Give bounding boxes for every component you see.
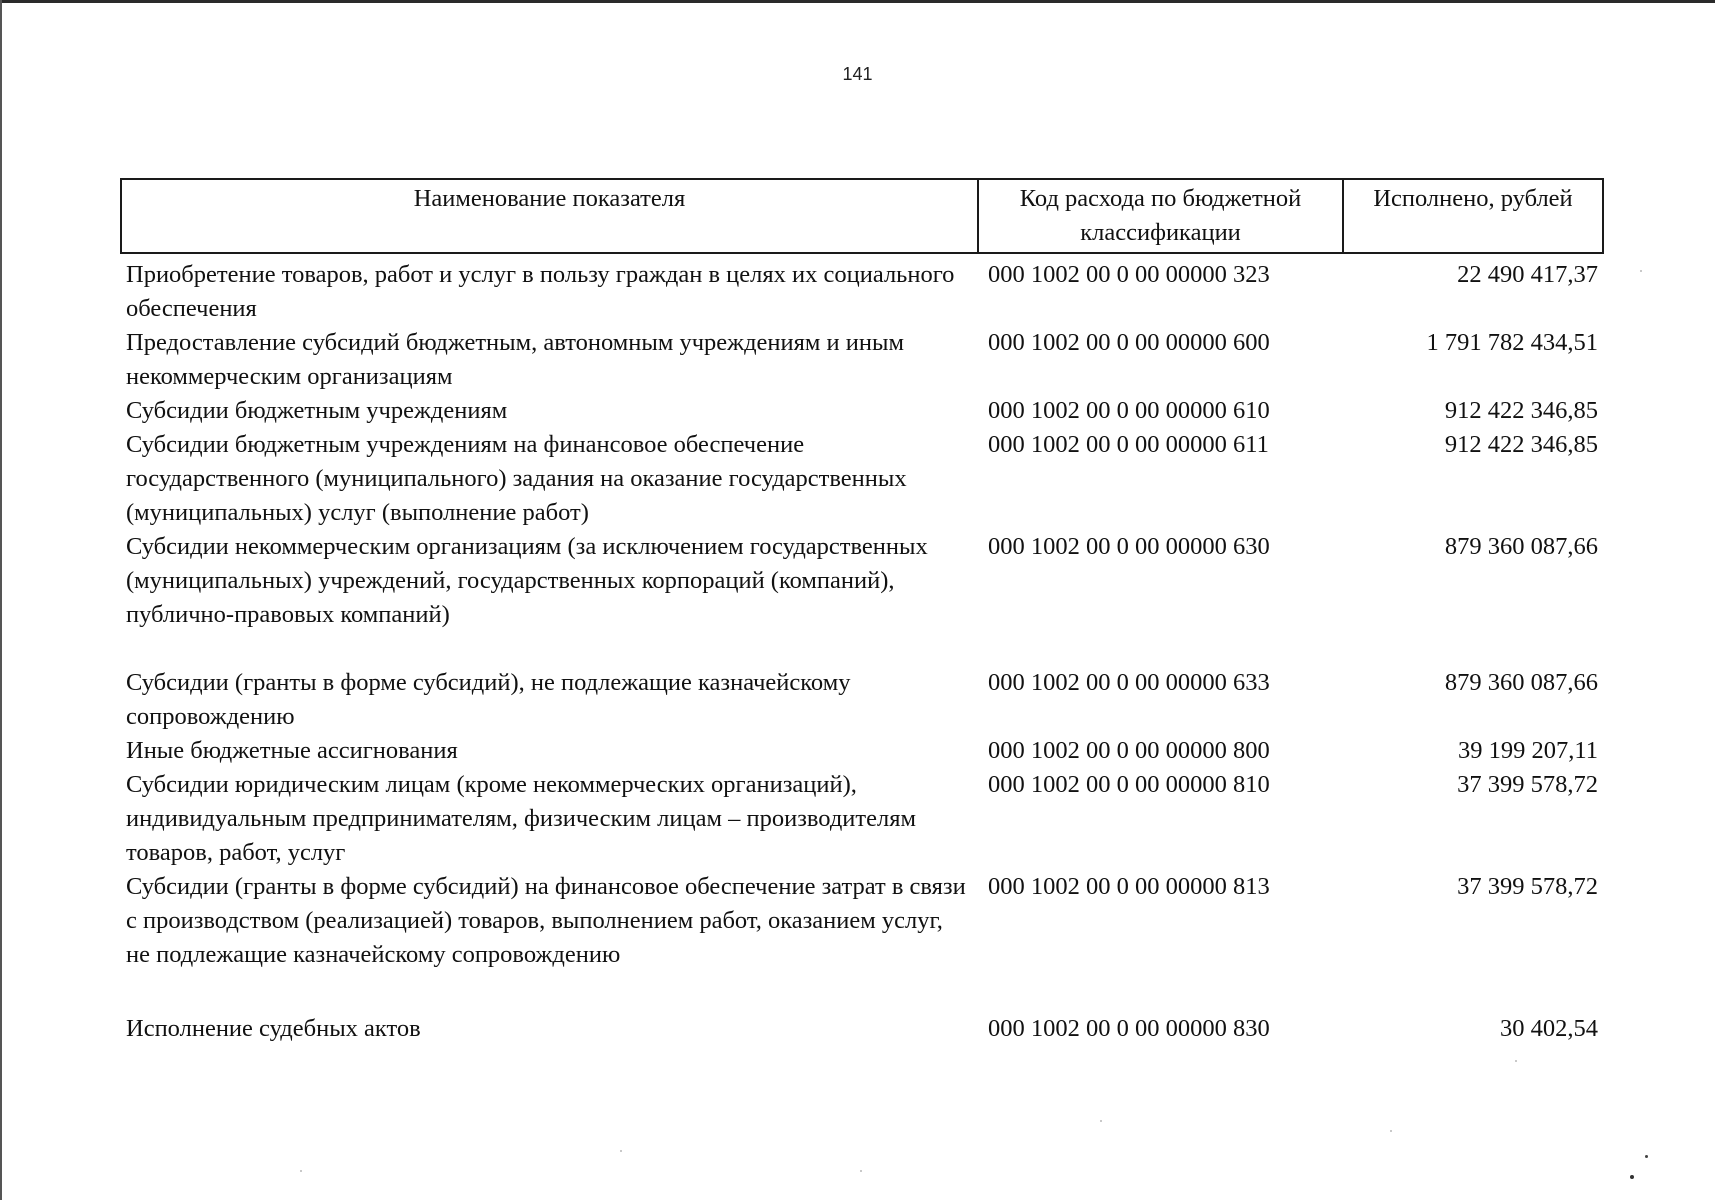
table-row — [121, 326, 1603, 394]
expenditure-table — [120, 178, 1604, 1046]
row-amount: 22 490 417,37 — [1457, 261, 1598, 288]
row-amount: 912 422 346,85 — [1444, 431, 1598, 458]
scan-speck — [1640, 270, 1642, 272]
row-amount: 879 360 087,66 — [1444, 669, 1598, 696]
row-amount: 37 399 578,72 — [1457, 873, 1598, 900]
row-name: Субсидии юридическим лицам (кроме некоммерческих организаций), индивидуальным предпринимателям, физическим лицам – производителям товаров, работ, услуг — [126, 771, 916, 866]
scan-speck — [860, 1170, 862, 1172]
row-name: Субсидии бюджетным учреждениям на финансовое обеспечение государственного (муниципального) задания на оказание государственных (муниципальных) услуг (выполнение работ) — [126, 431, 907, 526]
row-code: 000 1002 00 0 00 00000 633 — [988, 669, 1270, 696]
table-body — [121, 253, 1603, 1046]
table-header — [121, 179, 1603, 253]
row-code: 000 1002 00 0 00 00000 600 — [988, 329, 1270, 356]
header-budget-code: Код расхода по бюджетной классификации — [978, 179, 1343, 253]
row-code: 000 1002 00 0 00 00000 810 — [988, 771, 1270, 798]
row-code: 000 1002 00 0 00 00000 630 — [988, 533, 1270, 560]
row-name: Субсидии бюджетным учреждениям — [126, 397, 508, 424]
row-name: Иные бюджетные ассигнования — [126, 737, 458, 764]
table-row — [121, 666, 1603, 734]
scan-border-left — [0, 0, 2, 1200]
scan-speck — [1515, 1060, 1517, 1062]
row-code: 000 1002 00 0 00 00000 323 — [988, 261, 1270, 288]
header-indicator-name: Наименование показателя — [121, 179, 978, 253]
row-code: 000 1002 00 0 00 00000 813 — [988, 873, 1270, 900]
row-code: 000 1002 00 0 00 00000 800 — [988, 737, 1270, 764]
scan-speck — [1100, 1120, 1102, 1122]
row-amount: 912 422 346,85 — [1444, 397, 1598, 424]
scan-speck — [300, 1170, 302, 1172]
table-row — [121, 734, 1603, 768]
row-name: Субсидии некоммерческим организациям (за исключением государственных (муниципальных) учреждений, государственных корпораций (компаний), публично-правовых компаний) — [126, 533, 928, 628]
row-amount: 1 791 782 434,51 — [1426, 329, 1598, 356]
row-code: 000 1002 00 0 00 00000 830 — [988, 1015, 1270, 1042]
row-name: Субсидии (гранты в форме субсидий) на финансовое обеспечение затрат в связи с производством (реализацией) товаров, выполнением работ, оказанием услуг, не подлежащие казначейскому сопровождению — [126, 873, 966, 968]
row-name: Приобретение товаров, работ и услуг в пользу граждан в целях их социального обеспечения — [126, 261, 955, 322]
table-row — [121, 428, 1603, 530]
table-row — [121, 253, 1603, 326]
page-number: 141 — [842, 64, 873, 84]
row-amount: 39 199 207,11 — [1458, 737, 1598, 764]
row-name: Субсидии (гранты в форме субсидий), не подлежащие казначейскому сопровождению — [126, 669, 851, 730]
table-row — [121, 530, 1603, 666]
table-row — [121, 870, 1603, 1012]
scan-border-top — [0, 0, 1715, 3]
scan-speck — [620, 1150, 622, 1152]
table-row — [121, 1012, 1603, 1046]
row-name: Исполнение судебных актов — [126, 1015, 421, 1042]
header-row — [121, 179, 1603, 253]
row-name: Предоставление субсидий бюджетным, автономным учреждениям и иным некоммерческим организациям — [126, 329, 904, 390]
row-amount: 30 402,54 — [1500, 1015, 1598, 1042]
scan-speck — [1390, 1130, 1392, 1132]
table-row — [121, 768, 1603, 870]
row-amount: 37 399 578,72 — [1457, 771, 1598, 798]
scan-speck — [1645, 1155, 1648, 1158]
row-code: 000 1002 00 0 00 00000 611 — [988, 431, 1269, 458]
row-code: 000 1002 00 0 00 00000 610 — [988, 397, 1270, 424]
row-amount: 879 360 087,66 — [1444, 533, 1598, 560]
scan-speck — [1630, 1175, 1634, 1179]
table-row — [121, 394, 1603, 428]
header-executed-amount: Исполнено, рублей — [1343, 179, 1603, 253]
